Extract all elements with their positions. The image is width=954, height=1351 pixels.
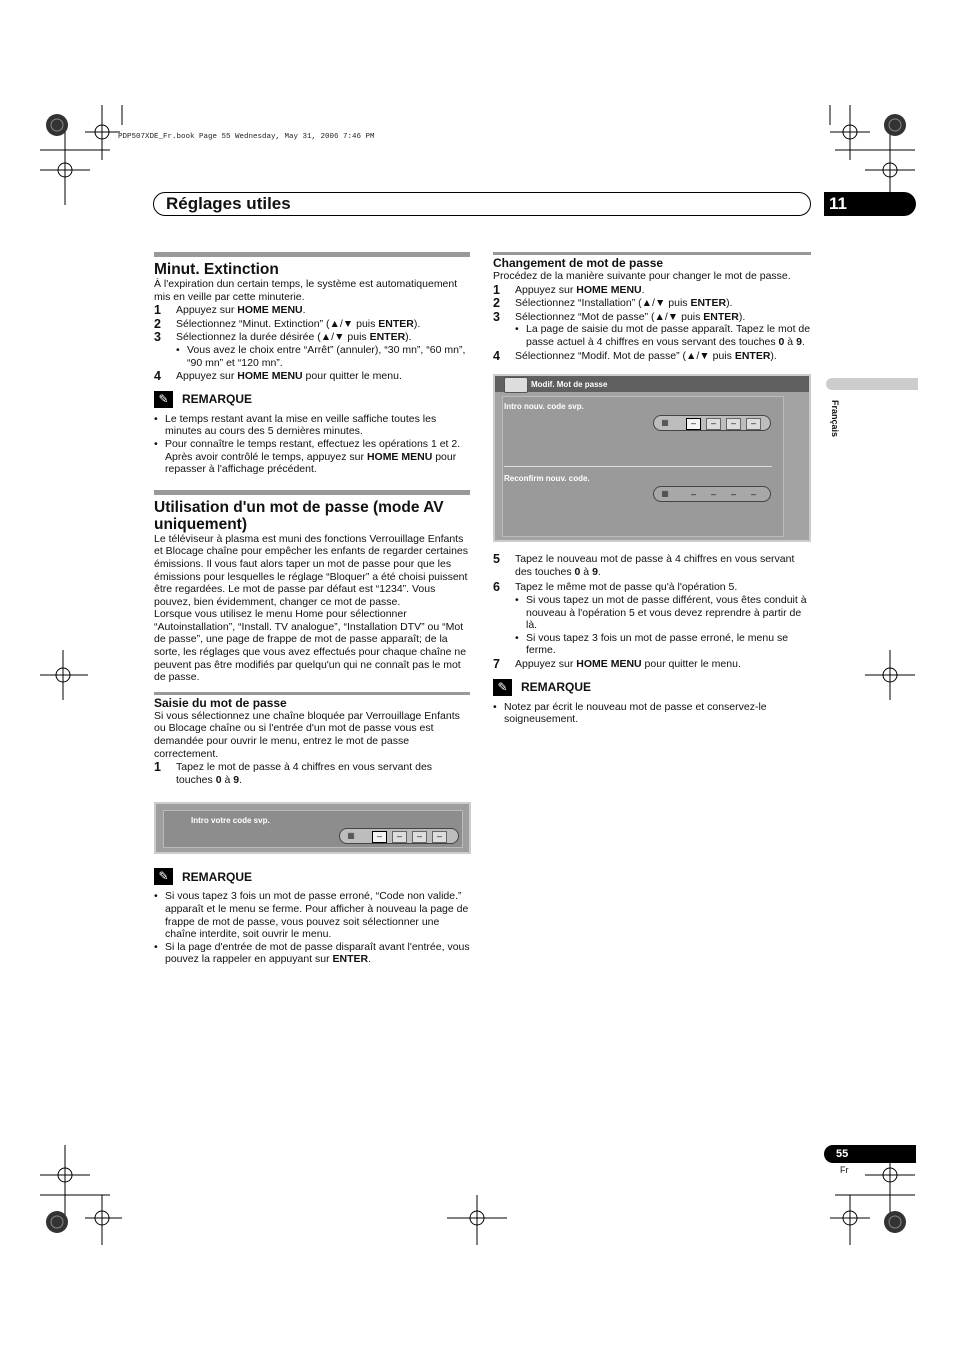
code-digit[interactable]: –: [726, 418, 741, 430]
arrow-up-down-icon: ▲/▼: [641, 297, 666, 310]
language-label: Français: [830, 400, 840, 438]
password-entry-screen: [154, 802, 471, 854]
list-item: • Si la page d'entrée de mot de passe disparaît avant l'entrée, vous pouvez la rappeler en appuyant sur ENTER.: [154, 941, 470, 966]
pencil-icon: ✎: [154, 391, 173, 408]
keypad-icon: ▦: [661, 489, 669, 499]
paragraph: Le téléviseur à plasma est muni des fonctions Verrouillage Enfants et Blocage chaîne pour empêcher les enfants de regarder certaines émissions. Il vous faut alors taper un mot de passe pour que les émissions pour lesquelles le réglage “Bloquer” a été choisi puissent être regardées. Le mot de passe par défaut est “1234”. Vous pouvez, bien évidemment, changer ce mot de passe.: [154, 532, 469, 608]
pencil-icon: ✎: [154, 868, 173, 885]
note-header: ✎ REMARQUE: [493, 679, 811, 696]
note-header: ✎ REMARQUE: [154, 868, 470, 885]
step: 5 Tapez le nouveau mot de passe à 4 chiffres en vous servant des touches 0 à 9.: [493, 552, 795, 578]
code-digit[interactable]: –: [432, 831, 447, 843]
code-digit[interactable]: –: [392, 831, 407, 843]
step: 3 Sélectionnez “Mot de passe” (▲/▼ puis ENTER).: [493, 309, 746, 324]
page-number: 55: [824, 1145, 916, 1163]
chapter-header: [153, 192, 811, 216]
right-column: [493, 252, 811, 726]
page-title: Réglages utiles: [166, 194, 291, 213]
section-title-saisie: Saisie du mot de passe: [154, 695, 287, 710]
page-language: Fr: [840, 1165, 849, 1175]
list-item: • La page de saisie du mot de passe apparaît. Tapez le mot de passe actuel à 4 chiffres en vous servant des touches 0 à 9.: [515, 323, 811, 348]
keypad-icon: ▦: [347, 831, 355, 841]
chapter-number: 11: [824, 192, 916, 216]
arrow-up-down-icon: ▲/▼: [686, 349, 710, 362]
screen-label: Intro votre code svp.: [191, 816, 270, 826]
step: 2 Sélectionnez “Minut. Extinction” (▲/▼ puis ENTER).: [154, 316, 421, 331]
note-header: ✎ REMARQUE: [154, 391, 470, 408]
section-intro: À l'expiration dun certain temps, le système est automatiquement mis en veille par cette minuterie.: [154, 278, 458, 303]
list-item: • Le temps restant avant la mise en veille saffiche toutes les minutes au cours des 5 dernières minutes.: [154, 413, 470, 438]
code-digit[interactable]: –: [372, 831, 387, 843]
print-info: PDP507XDE_Fr.book Page 55 Wednesday, May 31, 2006 7:46 PM: [118, 133, 375, 141]
code-digit[interactable]: –: [686, 418, 701, 430]
section-intro: Procédez de la manière suivante pour changer le mot de passe.: [493, 270, 791, 282]
step: 1 Appuyez sur HOME MENU.: [493, 282, 645, 297]
list-item: • Notez par écrit le nouveau mot de passe et conservez-le soigneusement.: [493, 701, 811, 726]
confirm-code-input[interactable]: [653, 486, 771, 502]
screen-title: Modif. Mot de passe: [531, 380, 608, 390]
tv-icon: [504, 377, 528, 393]
code-digit[interactable]: –: [412, 831, 427, 843]
step: 7 Appuyez sur HOME MENU pour quitter le menu.: [493, 656, 741, 671]
section-title-minut: Minut. Extinction: [154, 261, 279, 278]
code-digit[interactable]: –: [730, 489, 736, 500]
section-intro: Si vous sélectionnez une chaîne bloquée par Verrouillage Enfants ou Blocage chaîne ou si l'entrée d'un mot de passe vous est demandée pour ouvrir le menu, entrez le mot de passe correctement.: [154, 709, 460, 760]
new-code-input[interactable]: [653, 415, 771, 431]
paragraph: Lorsque vous utilisez le menu Home pour sélectionner “Autoinstallation”, “Install. TV analogue”, “Installation DTV” ou “Mot de passe”, une page de frappe de mot de passe apparaît; de la sorte, les réglages que vous avez effectués pour chaque chaîne ne peuvent pas être modifiés par quelqu'un qui ne connaît pas le mot de passe.: [154, 608, 467, 684]
code-input[interactable]: [339, 828, 459, 844]
step: 2 Sélectionnez “Installation” (▲/▼ puis ENTER).: [493, 296, 733, 311]
arrow-up-down-icon: ▲/▼: [320, 331, 345, 344]
language-tab: [826, 378, 918, 390]
screen-label: Intro nouv. code svp.: [504, 402, 584, 412]
list-item: • Si vous tapez un mot de passe différent, vous êtes conduit à nouveau à l'opération 5 et vous devez reprendre à partir de là.: [515, 594, 811, 632]
code-digit[interactable]: –: [690, 489, 696, 500]
code-digit[interactable]: –: [746, 418, 761, 430]
section-title-password: Utilisation d'un mot de passe (mode AV uniquement): [154, 498, 444, 533]
arrow-up-down-icon: ▲/▼: [654, 310, 679, 323]
step: 6 Tapez le même mot de passe qu'à l'opération 5.: [493, 580, 738, 595]
change-password-screen: [493, 374, 811, 542]
list-item: • Si vous tapez 3 fois un mot de passe erroné, le menu se ferme.: [515, 632, 811, 657]
pencil-icon: ✎: [493, 679, 512, 696]
arrow-up-down-icon: ▲/▼: [329, 317, 354, 330]
list-item: • Vous avez le choix entre “Arrêt” (annuler), “30 mn”, “60 mn”, “90 mn” et “120 mn”.: [176, 344, 470, 369]
step: 4 Appuyez sur HOME MENU pour quitter le menu.: [154, 369, 402, 384]
code-digit[interactable]: –: [710, 489, 716, 500]
code-digit[interactable]: –: [706, 418, 721, 430]
code-digit[interactable]: –: [750, 489, 756, 500]
list-item: • Si vous tapez 3 fois un mot de passe erroné, “Code non valide.” apparaît et le menu se ferme. Pour afficher à nouveau la page de frappe de mot de passe, vous pouvez soit sélectionner une chaîne interdite, soit ouvrir le menu.: [154, 890, 470, 940]
list-item: • Pour connaître le temps restant, effectuez les opérations 1 et 2. Après avoir contrôlé le temps, appuyez sur HOME MENU pour repasser à l'affichage précédent.: [154, 438, 470, 476]
step: 4 Sélectionnez “Modif. Mot de passe” (▲/▼ puis ENTER).: [493, 348, 777, 363]
step: 3 Sélectionnez la durée désirée (▲/▼ puis ENTER).: [154, 330, 412, 345]
screen-label: Reconfirm nouv. code.: [504, 474, 590, 484]
step: 1 Tapez le mot de passe à 4 chiffres en vous servant des touches 0 à 9.: [154, 760, 433, 786]
keypad-icon: ▦: [661, 418, 669, 428]
section-title-change: Changement de mot de passe: [493, 256, 664, 270]
left-column: [154, 252, 470, 966]
step: 1 Appuyez sur HOME MENU.: [154, 303, 306, 318]
